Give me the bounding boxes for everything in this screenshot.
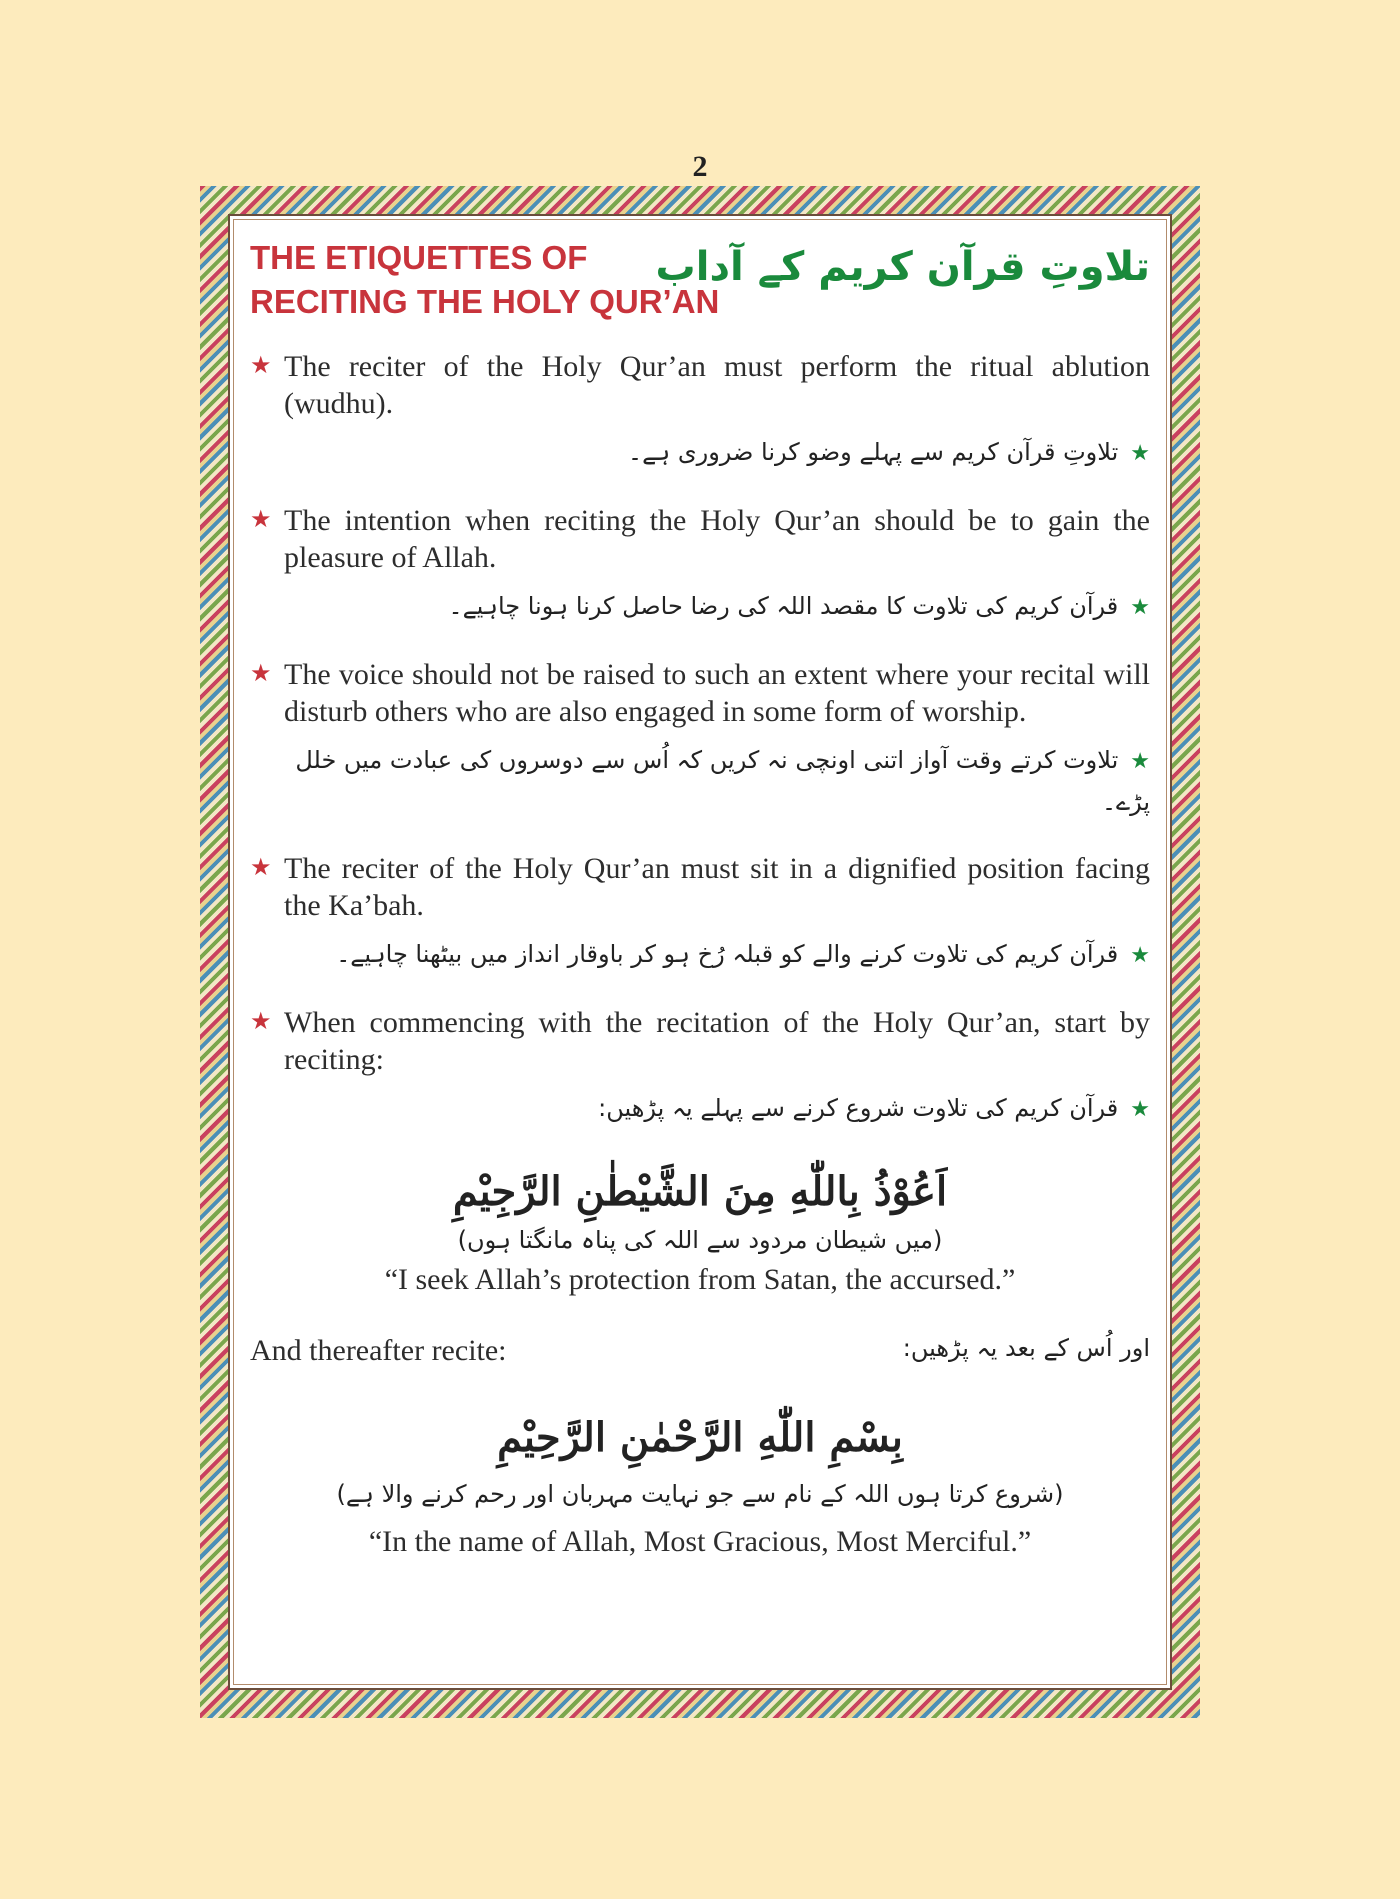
taawwuz-english: “I seek Allah’s protection from Satan, the accursed.” — [384, 1263, 1016, 1296]
etiquette-item-5 — [250, 1004, 1150, 1130]
heading-row — [250, 230, 1150, 330]
english-heading-line-2: RECITING THE HOLY QUR’AN — [250, 283, 720, 320]
etiquette-english: The reciter of the Holy Qur’an must perform the ritual ablution (wudhu). — [284, 350, 1150, 420]
red-star-icon: ★ — [250, 661, 272, 687]
green-star-icon: ★ — [1130, 441, 1150, 466]
english-heading — [250, 236, 719, 324]
etiquette-urdu: تلاوتِ قرآن کریم سے پہلے وضو کرنا ضروری ہے۔ — [628, 438, 1119, 466]
taawwuz-arabic: اَعُوْذُ بِاللّٰهِ مِنَ الشَّيْطٰنِ الرَّجِيْمِ — [452, 1168, 948, 1215]
etiquette-english: When commencing with the recitation of the Holy Qur’an, start by reciting: — [284, 1006, 1150, 1076]
bismillah-urdu: (شروع کرتا ہوں اللہ کے نام سے جو نہایت مہربان اور رحم کرنے والا ہے) — [336, 1480, 1064, 1508]
page-number: 2 — [692, 150, 708, 183]
bismillah-block — [250, 1410, 1150, 1562]
red-star-icon: ★ — [250, 1009, 272, 1035]
bismillah-english: “In the name of Allah, Most Gracious, Most Merciful.” — [368, 1525, 1032, 1558]
etiquette-urdu: قرآن کریم کی تلاوت کا مقصد اللہ کی رضا حاصل کرنا ہونا چاہیے۔ — [448, 592, 1119, 620]
etiquette-item-3 — [250, 656, 1150, 822]
urdu-heading: تلاوتِ قرآن کریم کے آداب — [655, 244, 1150, 290]
etiquette-english: The intention when reciting the Holy Qur’an should be to gain the pleasure of Allah. — [284, 504, 1150, 574]
page-content — [250, 230, 1150, 1562]
etiquette-item-2 — [250, 502, 1150, 628]
red-star-icon: ★ — [250, 855, 272, 881]
etiquette-item-1 — [250, 348, 1150, 474]
etiquette-english: The voice should not be raised to such an extent where your recital will disturb others who are also engaged in some form of worship. — [284, 658, 1150, 728]
taawwuz-block — [250, 1164, 1150, 1300]
bismillah-arabic: بِسْمِ اللّٰهِ الرَّحْمٰنِ الرَّحِيْمِ — [497, 1414, 903, 1461]
content-panel — [228, 214, 1172, 1690]
green-star-icon: ★ — [1130, 943, 1150, 968]
red-star-icon: ★ — [250, 353, 272, 379]
taawwuz-urdu: (میں شیطان مردود سے اللہ کی پناہ مانگتا ہوں) — [457, 1226, 943, 1254]
thereafter-english: And thereafter recite: — [250, 1334, 507, 1367]
red-star-icon: ★ — [250, 507, 272, 533]
green-star-icon: ★ — [1130, 749, 1150, 774]
thereafter-row — [250, 1334, 1150, 1384]
etiquette-urdu: قرآن کریم کی تلاوت کرنے والے کو قبلہ رُخ ہو کر باوقار انداز میں بیٹھنا چاہیے۔ — [336, 940, 1119, 968]
etiquette-english: The reciter of the Holy Qur’an must sit in a dignified position facing the Ka’bah. — [284, 852, 1150, 922]
etiquette-urdu: قرآن کریم کی تلاوت شروع کرنے سے پہلے یہ پڑھیں: — [598, 1094, 1119, 1122]
english-heading-line-1: THE ETIQUETTES OF — [250, 239, 588, 276]
green-star-icon: ★ — [1130, 1097, 1150, 1122]
etiquette-urdu: تلاوت کرتے وقت آواز اتنی اونچی نہ کریں کہ اُس سے دوسروں کی عبادت میں خلل پڑے۔ — [295, 746, 1150, 816]
etiquette-item-4 — [250, 850, 1150, 976]
green-star-icon: ★ — [1130, 595, 1150, 620]
decorative-border-frame — [200, 186, 1200, 1718]
thereafter-urdu: اور اُس کے بعد یہ پڑھیں: — [902, 1334, 1150, 1362]
